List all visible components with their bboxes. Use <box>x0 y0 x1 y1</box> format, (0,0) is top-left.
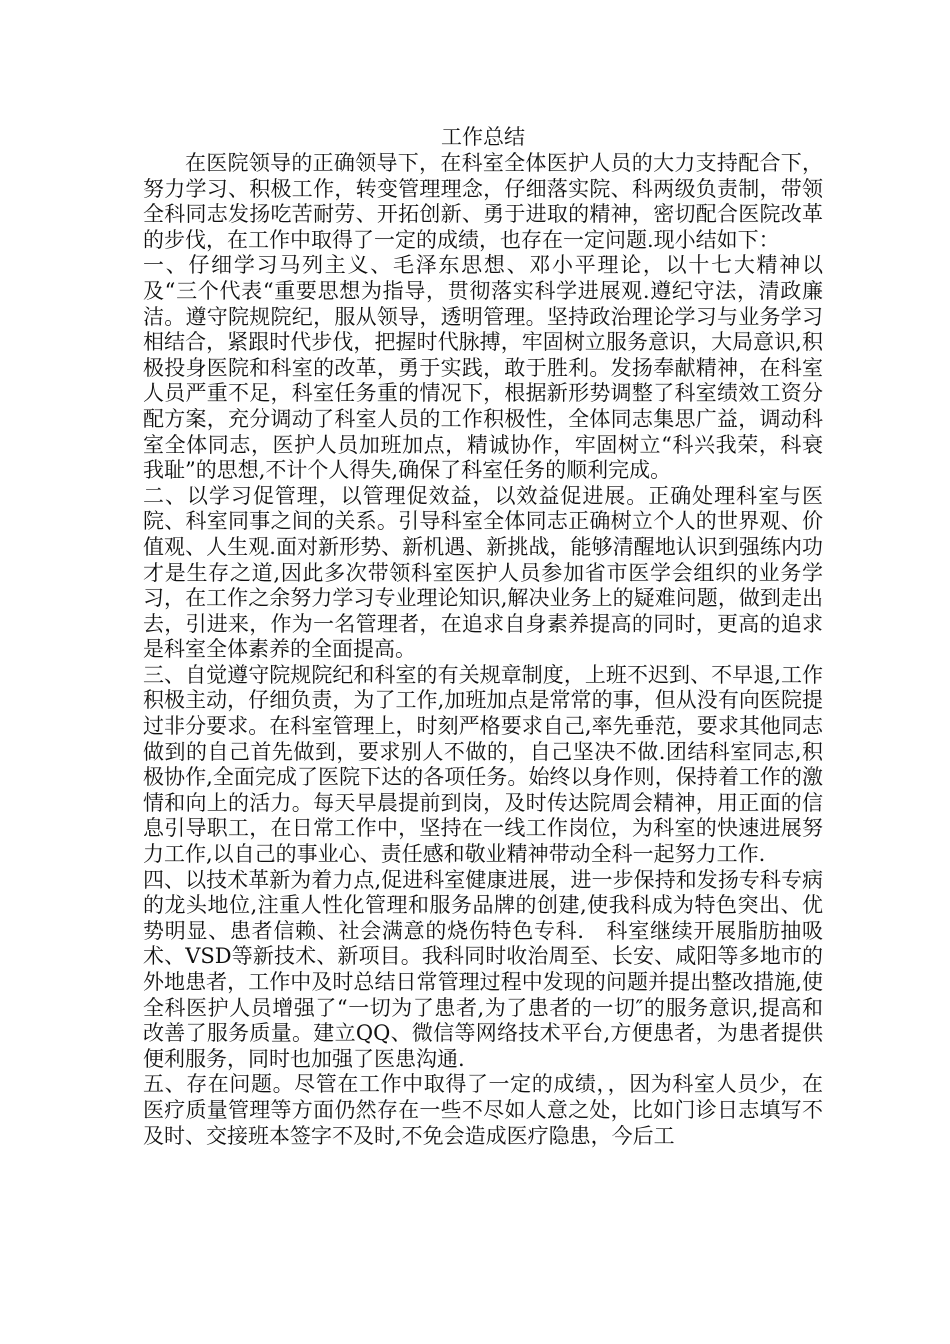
document-page <box>143 123 823 1149</box>
section-three-paragraph: 三、自觉遵守院规院纪和科室的有关规章制度，上班不迟到、不早退,工作积极主动，仔细负责，为了工作,加班加点是常常的事，但从没有向医院提过非分要求。在科室管理上，时刻严格要求自己,率先垂范，要求其他同志做到的自己首先做到，要求别人不做的，自己坚决不做.团结科室同志,积极协作,全面完成了医院下达的各项任务。始终以身作则，保持着工作的激情和向上的活力。每天早晨提前到岗，及时传达院周会精神，用正面的信息引导职工，在日常工作中，坚持在一线工作岗位，为科室的快速进展努力工作,以自己的事业心、责任感和敬业精神带动全科一起努力工作. <box>143 662 823 867</box>
section-four-paragraph: 四、以技术革新为着力点,促进科室健康进展，进一步保持和发扬专科专病的龙头地位,注重人性化管理和服务品牌的创建,使我科成为特色突出、优势明显、患者信赖、社会满意的烧伤特色专科． 科室继续开展脂肪抽吸术、VSD等新技术、新项目。我科同时收治周至、长安、咸阳等多地市的外地患者，工作中及时总结日常管理过程中发现的问题并提出整改措施,使全科医护人员增强了“一切为了患者,为了患者的一切″的服务意识,提高和改善了服务质量。建立QQ、微信等网络技术平台,方便患者，为患者提供便利服务，同时也加强了医患沟通. <box>143 867 823 1071</box>
intro-paragraph: 在医院领导的正确领导下，在科室全体医护人员的大力支持配合下，努力学习、积极工作，转变管理理念，仔细落实院、科两级负责制，带领全科同志发扬吃苦耐劳、开拓创新、勇于进取的精神，密切配合医院改革的步伐，在工作中取得了一定的成绩，也存在一定问题.现小结如下： <box>143 151 823 252</box>
section-five-paragraph: 五、存在问题。尽管在工作中取得了一定的成绩，，因为科室人员少，在医疗质量管理等方面仍然存在一些不尽如人意之处，比如门诊日志填写不及时、交接班本签字不及时,不免会造成医疗隐患，今后工 <box>143 1072 823 1148</box>
section-one-paragraph: 一、仔细学习马列主义、毛泽东思想、邓小平理论，以十七大精神以及“三个代表“重要思想为指导，贯彻落实科学进展观.遵纪守法，清政廉洁。遵守院规院纪，服从领导，透明管理。坚持政治理论学习与业务学习相结合，紧跟时代步伐，把握时代脉搏，牢固树立服务意识，大局意识,积极投身医院和科室的改革，勇于实践，敢于胜利。发扬奉献精神，在科室人员严重不足，科室任务重的情况下，根据新形势调整了科室绩效工资分配方案，充分调动了科室人员的工作积极性，全体同志集思广益，调动科室全体同志，医护人员加班加点，精诚协作，牢固树立“科兴我荣，科衰我耻”的思想,不计个人得失,确保了科室任务的顺利完成。 <box>143 253 823 483</box>
document-title: 工作总结 <box>441 125 525 149</box>
section-two-paragraph: 二、以学习促管理，以管理促效益，以效益促进展。正确处理科室与医院、科室同事之间的关系。引导科室全体同志正确树立个人的世界观、价值观、人生观.面对新形势、新机遇、新挑战，能够清醒地认识到强练内功才是生存之道,因此多次带领科室医护人员参加省市医学会组织的业务学习，在工作之余努力学习专业理论知识,解决业务上的疑难问题，做到走出去，引进来，作为一名管理者，在追求自身素养提高的同时，更高的追求是科室全体素养的全面提高。 <box>143 483 823 662</box>
